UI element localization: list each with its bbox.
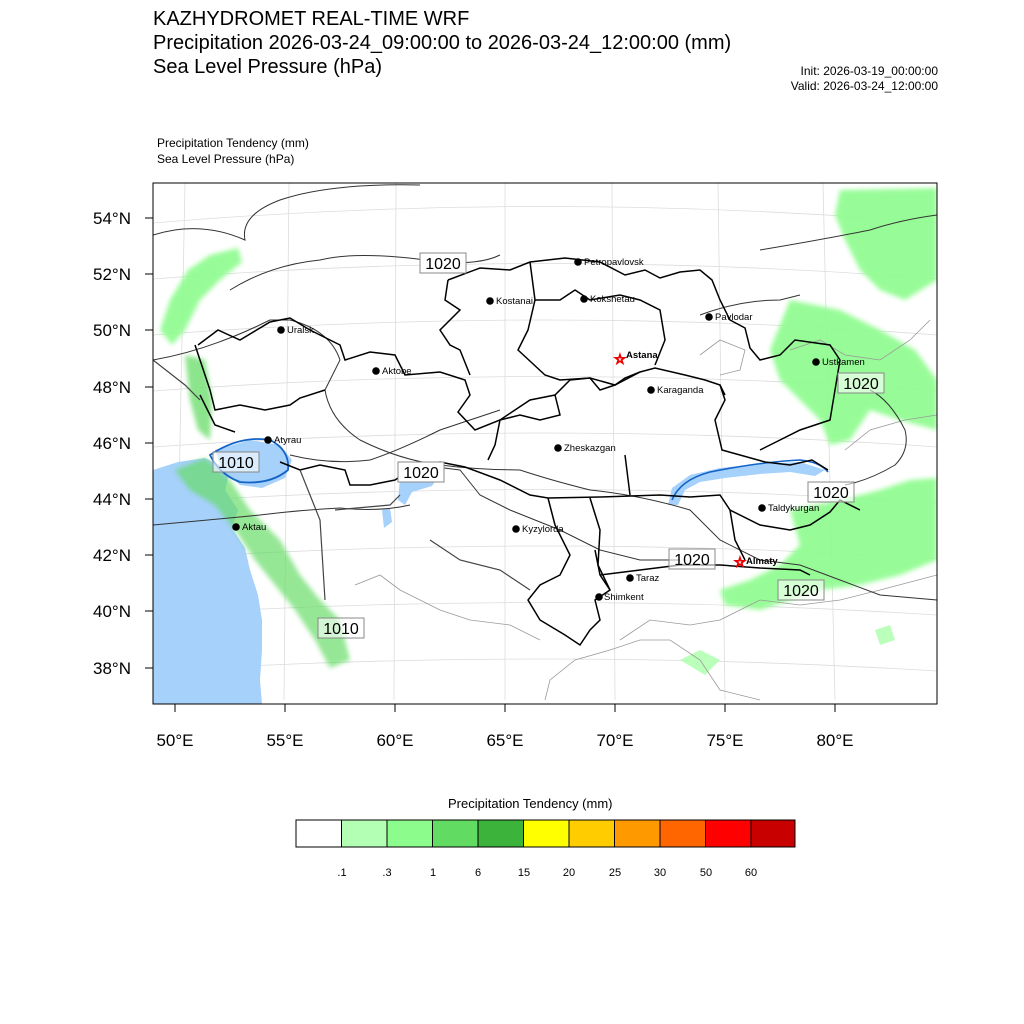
isobar-value: 1020 [783,583,819,600]
map-plot-area [153,183,937,704]
lat-label: 52°N [93,265,131,284]
isobar-label-box [398,462,444,482]
isobar-value: 1020 [674,552,710,569]
colorbar-swatch [387,820,433,847]
city-pavlodar [705,312,752,323]
rain-south-patch [680,650,720,675]
colorbar-label: 20 [562,867,576,879]
svg-text:Uralsk: Uralsk [287,325,314,336]
colorbar-swatch [478,820,524,847]
colorbar-swatch [524,820,570,847]
svg-text:☆: ☆ [614,351,626,367]
lat-label: 38°N [93,659,131,678]
colorbar-swatch [660,820,706,847]
colorbar-swatch [751,820,795,847]
city-taraz [626,573,659,584]
city-kyzylorda [512,524,564,535]
precipitation-areas [160,188,937,675]
colorbar-swatch [615,820,661,847]
svg-text:Karaganda: Karaganda [657,385,704,396]
isobar-value: 1010 [218,455,254,472]
lat-label: 48°N [93,378,131,397]
svg-text:☆: ☆ [734,554,746,570]
svg-text:Zheskazgan: Zheskazgan [564,443,616,454]
lat-label: 54°N [93,209,131,228]
city-petropavlovsk [574,257,644,268]
isobar-value: 1020 [403,465,439,482]
lon-label: 80°E [816,731,854,750]
colorbar-label: 60 [744,867,758,879]
city-kostanai [486,296,533,307]
colorbar-label: 30 [653,867,667,879]
colorbar-label: .1 [337,867,347,879]
colorbar-swatch [706,820,752,847]
isobar-value: 1020 [843,376,879,393]
svg-text:Taldykurgan: Taldykurgan [768,503,820,514]
colorbar-label: 1 [429,867,437,879]
colorbar-label: 50 [699,867,713,879]
colorbar [296,820,795,847]
city-shimkent [595,592,644,603]
city-uralsk [277,325,314,336]
isobar-label-box [808,482,854,502]
field-label-precip: Precipitation Tendency (mm) [157,136,309,150]
city-markers [232,257,865,603]
city-zheskazgan [554,443,616,454]
svg-text:Kyzylorda: Kyzylorda [522,524,564,535]
svg-text:Petropavlovsk: Petropavlovsk [584,257,644,268]
isobar-label-box [420,253,466,273]
svg-text:Kokshetau: Kokshetau [590,294,635,305]
svg-text:Aktobe: Aktobe [382,366,412,377]
lon-label: 70°E [596,731,634,750]
colorbar-title: Precipitation Tendency (mm) [448,796,613,811]
colorbar-swatch [569,820,615,847]
lon-label: 65°E [486,731,524,750]
colorbar-label: .3 [382,867,392,879]
isobar-value: 1020 [425,256,461,273]
colorbar-swatch [296,820,342,847]
lon-label: 60°E [376,731,414,750]
svg-text:Taraz: Taraz [636,573,660,584]
colorbar-swatch [342,820,388,847]
map-subtitle-slp: Sea Level Pressure (hPa) [153,56,383,78]
lat-label: 50°N [93,321,131,340]
field-label-slp: Sea Level Pressure (hPa) [157,152,295,166]
latitude-labels [93,209,131,678]
svg-text:Astana: Astana [626,350,658,361]
isobar-label-box [838,373,884,393]
isobar-value: 1020 [813,485,849,502]
city-karaganda [647,385,704,396]
city-taldykurgan [758,503,819,514]
isobar-label-box [318,618,364,638]
lon-label: 75°E [706,731,744,750]
lon-label: 55°E [266,731,304,750]
map-title: KAZHYDROMET REAL-TIME WRF [153,8,470,30]
aral-south [382,508,392,528]
lake-balkhash [668,462,825,505]
isobar-label-box [213,452,259,472]
rain-nw-band [160,248,242,345]
valid-time: Valid: 2026-03-24_12:00:00 [790,79,938,93]
colorbar-label: 25 [608,867,622,879]
svg-text:Shimkent: Shimkent [604,592,644,603]
colorbar-label: 6 [474,867,482,879]
svg-text:Atyrau: Atyrau [274,435,302,446]
rain-e-small [875,625,895,645]
lat-label: 44°N [93,490,131,509]
isobar-value: 1010 [323,621,359,638]
lat-label: 40°N [93,602,131,621]
svg-text:Pavlodar: Pavlodar [715,312,753,323]
svg-text:Aktau: Aktau [242,522,267,533]
svg-text:Kostanai: Kostanai [496,296,533,307]
city-aktobe [372,366,411,377]
colorbar-swatch [433,820,479,847]
colorbar-label: 15 [517,867,531,879]
rain-west-band [185,355,212,440]
longitude-labels [156,731,853,750]
lon-label: 50°E [156,731,194,750]
city-astana [614,350,658,366]
svg-text:Ustkamen: Ustkamen [822,357,865,368]
lat-label: 46°N [93,434,131,453]
init-time: Init: 2026-03-19_00:00:00 [800,64,938,78]
isobar-label-box [669,549,715,569]
isobar-label-box [778,580,824,600]
svg-text:Almaty: Almaty [746,556,778,567]
map-subtitle-precip: Precipitation 2026-03-24_09:00:00 to 2026-03-24_12:00:00 (mm) [153,32,732,54]
lat-label: 42°N [93,546,131,565]
rain-ne-cluster [835,188,937,300]
